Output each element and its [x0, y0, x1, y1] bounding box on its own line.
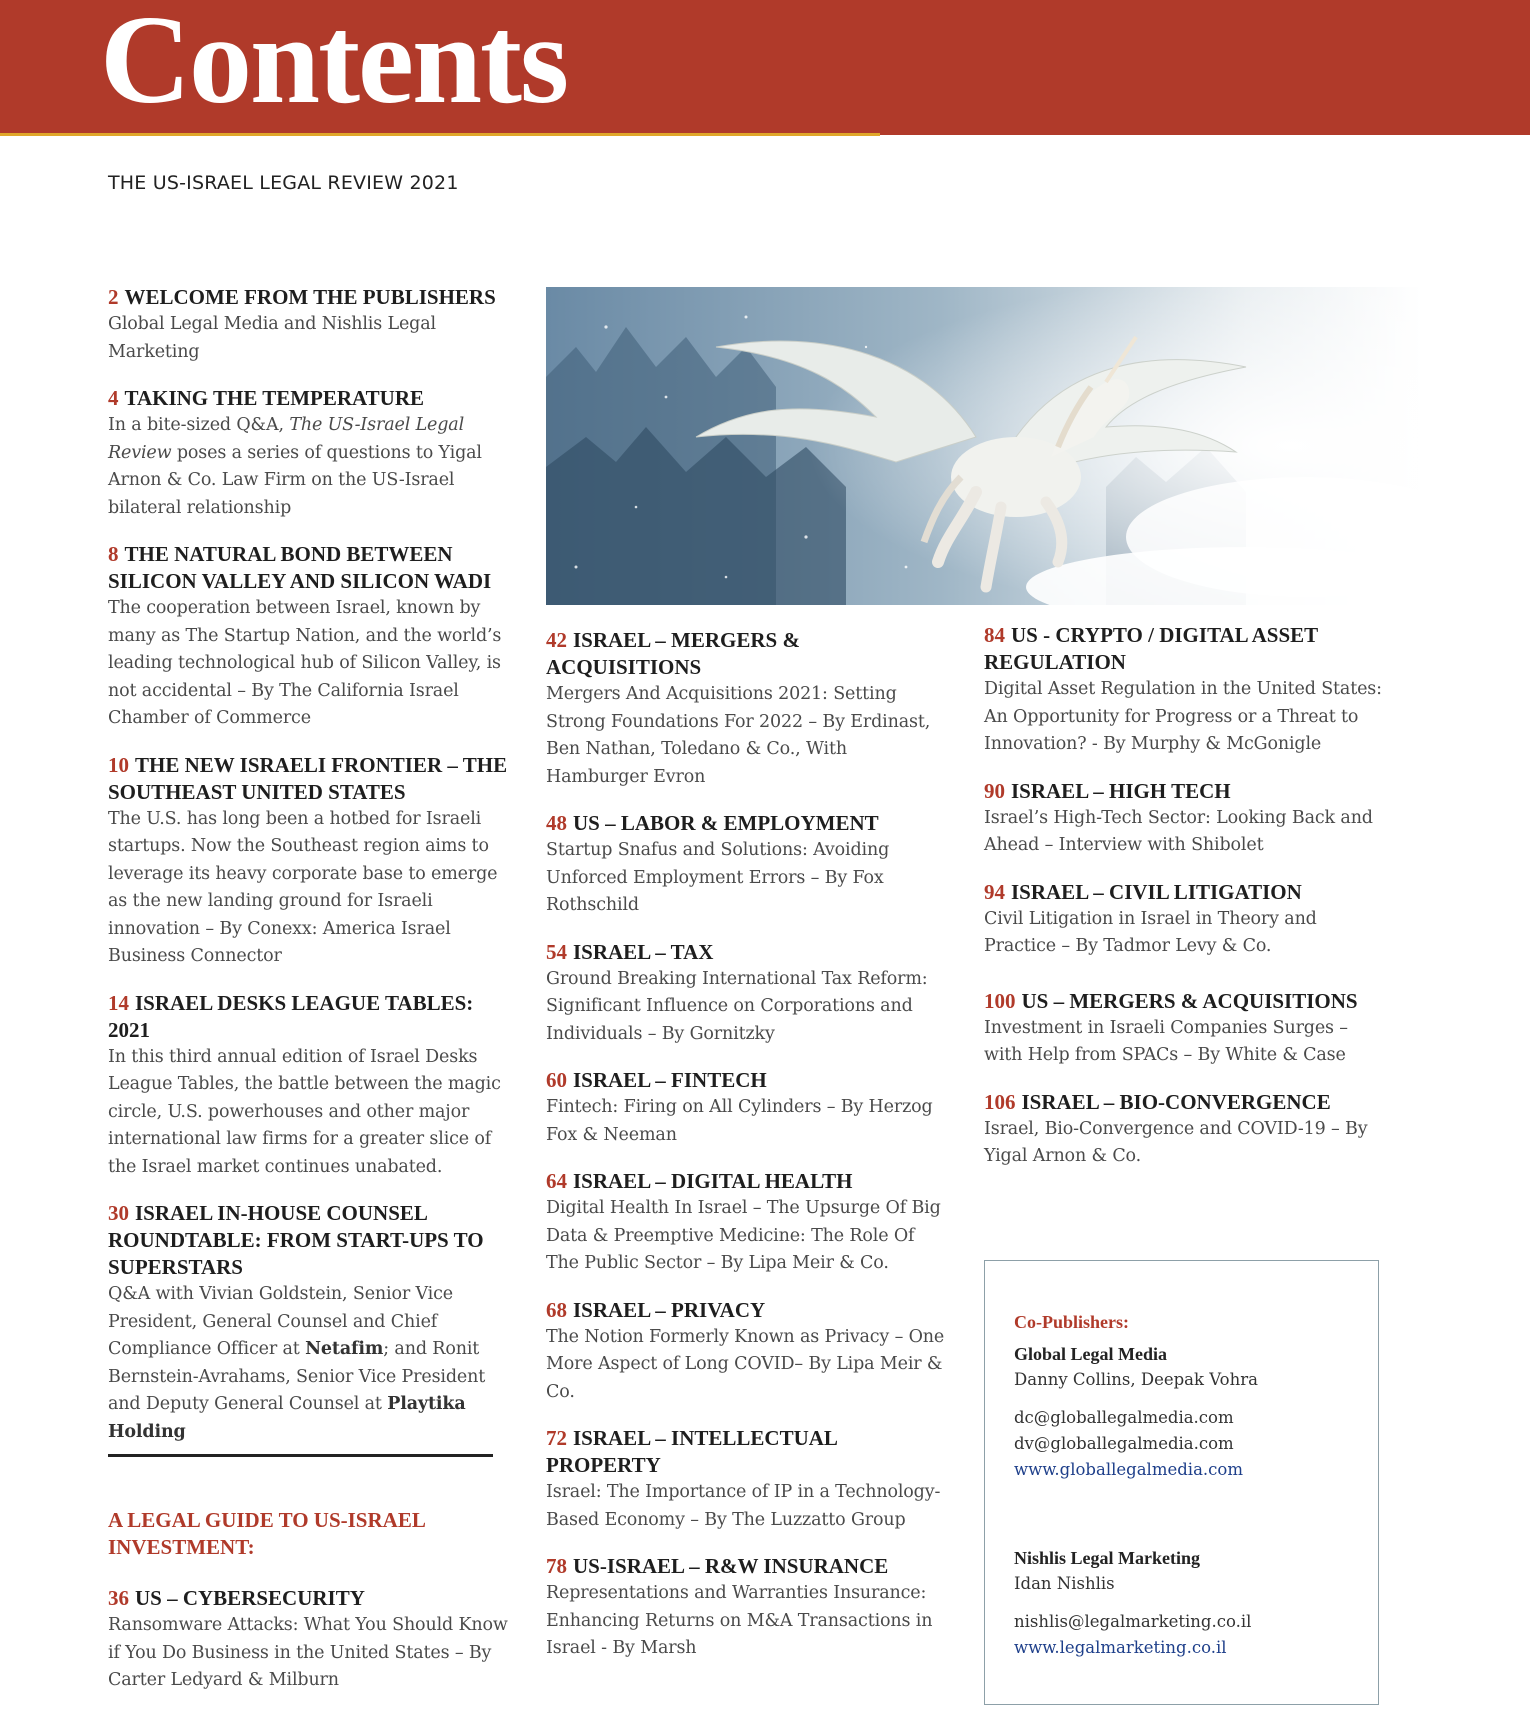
toc-entry-description: The cooperation between Israel, known by many as The Startup Nation, and the world’s leading technological hub of Silicon Valley, is not accidental – By The California Israel Chamber of Commerce — [108, 598, 502, 728]
toc-entry-title: ISRAEL DESKS LEAGUE TABLES: 2021 — [108, 990, 474, 1042]
toc-entry-description: Startup Snafus and Solutions: Avoiding Unforced Employment Errors – By Fox Rothschild — [546, 840, 890, 915]
toc-entry-description: Fintech: Firing on All Cylinders – By Herzog Fox & Neeman — [546, 1097, 933, 1145]
page-number: 36 — [108, 1586, 129, 1610]
toc-entry-description: Israel’s High-Tech Sector: Looking Back and Ahead – Interview with Shibolet — [984, 807, 1373, 855]
toc-entry[interactable] — [546, 1168, 946, 1278]
toc-entry-title: ISRAEL – HIGH TECH — [1011, 778, 1231, 803]
page-number: 60 — [546, 1068, 567, 1092]
toc-entry-heading — [108, 385, 508, 412]
toc-entry-title: ISRAEL – CIVIL LITIGATION — [1011, 879, 1302, 904]
toc-entry-title: ISRAEL – TAX — [573, 939, 714, 964]
guide-section-heading: A LEGAL GUIDE TO US-ISRAEL INVESTMENT: — [108, 1508, 425, 1559]
toc-entry-heading — [984, 778, 1384, 805]
toc-entry[interactable] — [546, 1297, 946, 1407]
toc-entry[interactable] — [984, 1089, 1384, 1171]
toc-entry[interactable] — [984, 988, 1384, 1070]
toc-entry[interactable] — [546, 1425, 946, 1534]
page-number: 48 — [546, 811, 567, 835]
publisher-contacts: Danny Collins, Deepak Vohra — [1014, 1370, 1258, 1389]
toc-entry-title: THE NEW ISRAELI FRONTIER – THE SOUTHEAST UNITED STATES — [108, 752, 508, 804]
page-number: 4 — [108, 386, 119, 410]
toc-entry[interactable] — [108, 541, 508, 733]
page-number: 14 — [108, 990, 129, 1015]
toc-entry-description: Digital Health In Israel – The Upsurge Of Big Data & Preemptive Medicine: The Role Of The Public Sector – By Lipa Meir & Co. — [546, 1198, 941, 1273]
co-publishers-label: Co-Publishers: — [1014, 1312, 1130, 1332]
toc-entry-heading — [984, 879, 1384, 906]
spacer — [1014, 1483, 1349, 1545]
toc-entry-heading — [108, 1585, 508, 1612]
header-banner — [0, 0, 1530, 135]
toc-entry[interactable] — [108, 752, 508, 971]
toc-entry-heading — [546, 810, 946, 837]
toc-entry[interactable] — [108, 385, 508, 522]
publisher-contacts: Idan Nishlis — [1014, 1574, 1115, 1593]
company-name: Playtika Holding — [108, 1394, 466, 1442]
toc-entry[interactable] — [984, 879, 1384, 961]
toc-entry-title: ISRAEL – MERGERS & ACQUISITIONS — [546, 628, 800, 679]
toc-entry[interactable] — [984, 778, 1384, 860]
winged-unicorn-image — [546, 287, 1422, 605]
email-link[interactable]: dc@globallegalmedia.com — [1014, 1408, 1234, 1427]
page-number: 54 — [546, 939, 567, 964]
page-number: 78 — [546, 1554, 567, 1578]
contents-column-3 — [984, 622, 1384, 1190]
toc-entry-title: TAKING THE TEMPERATURE — [124, 386, 424, 410]
section-divider — [108, 1454, 493, 1457]
toc-entry-heading — [108, 990, 508, 1044]
toc-entry-heading — [546, 939, 946, 966]
toc-entry-description: The Notion Formerly Known as Privacy – One More Aspect of Long COVID– By Lipa Meir & Co. — [546, 1326, 945, 1402]
toc-entry[interactable] — [108, 990, 508, 1182]
page-number: 106 — [984, 1089, 1016, 1114]
website-link[interactable]: www.legalmarketing.co.il — [1014, 1638, 1227, 1657]
toc-entry-title: ISRAEL – FINTECH — [573, 1068, 767, 1092]
toc-entry-description: Mergers And Acquisitions 2021: Setting Strong Foundations For 2022 – By Erdinast, Ben Nathan, Toledano & Co., With Hamburger Evron — [546, 684, 931, 787]
toc-entry-title: WELCOME FROM THE PUBLISHERS — [124, 285, 496, 309]
banner-underline — [0, 133, 880, 136]
toc-entry-description: Digital Asset Regulation in the United States: An Opportunity for Progress or a Threat to Innovation? - By Murphy & McGonigle — [984, 679, 1382, 754]
contents-column-1 — [108, 284, 508, 1714]
publication-subtitle: THE US-ISRAEL LEGAL REVIEW 2021 — [108, 172, 459, 194]
email-link[interactable]: nishlis@legalmarketing.co.il — [1014, 1612, 1252, 1631]
toc-entry-description — [108, 412, 508, 522]
toc-entry-heading — [546, 1297, 946, 1324]
toc-entry-title: ISRAEL IN-HOUSE COUNSEL ROUNDTABLE: FROM START-UPS TO SUPERSTARS — [108, 1201, 484, 1279]
toc-entry-description — [108, 1281, 508, 1446]
toc-entry-heading — [546, 627, 946, 681]
toc-entry-title: ISRAEL – INTELLECTUAL PROPERTY — [546, 1426, 837, 1477]
toc-entry-heading — [984, 1089, 1384, 1116]
toc-entry-description: Israel, Bio-Convergence and COVID-19 – By Yigal Arnon & Co. — [984, 1118, 1368, 1166]
email-link[interactable]: dv@globallegalmedia.com — [1014, 1434, 1234, 1453]
page-number: 68 — [546, 1297, 567, 1322]
page-number: 72 — [546, 1426, 567, 1450]
publisher-name: Global Legal Media — [1014, 1344, 1167, 1364]
spacer — [1014, 1597, 1349, 1609]
company-name: Netafim — [305, 1339, 384, 1359]
toc-entry-description: Civil Litigation in Israel in Theory and Practice – By Tadmor Levy & Co. — [984, 908, 1317, 956]
page-title: Contents — [100, 0, 568, 130]
page-number: 2 — [108, 285, 119, 309]
toc-entry-description: Ground Breaking International Tax Reform: Significant Influence on Corporations and Individuals – By Gornitzky — [546, 968, 928, 1044]
desc-text: poses a series of questions to Yigal Arnon & Co. Law Firm on the US-Israel bilateral relationship — [108, 442, 482, 518]
toc-entry-heading — [546, 1168, 946, 1195]
contents-column-2 — [546, 627, 946, 1682]
toc-entry-heading — [984, 988, 1384, 1015]
toc-entry-heading — [546, 1067, 946, 1094]
toc-entry-description: The U.S. has long been a hotbed for Israeli startups. Now the Southeast region aims to leverage its heavy corporate base to emerge as the new landing ground for Israeli innovation – By Conexx: America Israel Business Connector — [108, 808, 498, 966]
desc-text: ; and Ronit Bernstein-Avrahams, Senior Vice President and Deputy General Counsel at — [108, 1339, 486, 1414]
toc-entry-heading — [108, 541, 508, 595]
publication-name: The US-Israel Legal Review — [108, 415, 465, 463]
toc-entry-heading — [984, 622, 1384, 676]
toc-entry[interactable] — [546, 627, 946, 791]
toc-entry[interactable] — [984, 622, 1384, 759]
toc-entry-description: Ransomware Attacks: What You Should Know if You Do Business in the United States – By Carter Ledyard & Milburn — [108, 1615, 508, 1690]
toc-entry[interactable] — [546, 810, 946, 920]
toc-entry[interactable] — [108, 1200, 508, 1446]
toc-entry[interactable] — [546, 1067, 946, 1149]
page-number: 94 — [984, 879, 1005, 904]
toc-entry-description: Investment in Israeli Companies Surges – with Help from SPACs – By White & Case — [984, 1017, 1348, 1065]
toc-entry-title: US-ISRAEL – R&W INSURANCE — [573, 1554, 889, 1578]
toc-entry-description: Global Legal Media and Nishlis Legal Marketing — [108, 314, 436, 362]
toc-entry-title: ISRAEL – DIGITAL HEALTH — [573, 1169, 853, 1193]
page-number: 84 — [984, 623, 1005, 647]
desc-text: Q&A with Vivian Goldstein, Senior Vice President, General Counsel and Chief Compliance Officer at — [108, 1284, 453, 1359]
toc-entry-heading — [108, 1200, 508, 1281]
co-publishers-box — [984, 1260, 1379, 1705]
toc-entry-description: Representations and Warranties Insurance: Enhancing Returns on M&A Transactions in Israel - By Marsh — [546, 1583, 933, 1658]
toc-entry-heading — [546, 1425, 946, 1479]
website-link[interactable]: www.globallegalmedia.com — [1014, 1460, 1243, 1479]
toc-entry-title: ISRAEL – BIO-CONVERGENCE — [1021, 1089, 1331, 1114]
toc-entry-title: US – MERGERS & ACQUISITIONS — [1021, 988, 1358, 1013]
toc-entry[interactable] — [108, 1585, 508, 1695]
page-number: 90 — [984, 778, 1005, 803]
toc-entry-title: US – LABOR & EMPLOYMENT — [573, 811, 879, 835]
toc-entry-description: Israel: The Importance of IP in a Technology-Based Economy – By The Luzzatto Group — [546, 1482, 941, 1530]
toc-entry-title: US - CRYPTO / DIGITAL ASSET REGULATION — [984, 623, 1318, 674]
toc-entry-title: US – CYBERSECURITY — [135, 1586, 365, 1610]
toc-entry-heading — [108, 752, 508, 806]
toc-entry[interactable] — [546, 939, 946, 1049]
toc-entry[interactable] — [546, 1553, 946, 1663]
page-number: 10 — [108, 752, 129, 777]
toc-entry-description: In this third annual edition of Israel Desks League Tables, the battle between the magic circle, U.S. powerhouses and other major international law firms for a greater slice of the Israel market continues unabated. — [108, 1046, 501, 1177]
page-number: 30 — [108, 1201, 129, 1225]
spacer — [1014, 1393, 1349, 1405]
toc-entry[interactable] — [108, 284, 508, 366]
publisher-name: Nishlis Legal Marketing — [1014, 1548, 1201, 1568]
toc-entry-title: ISRAEL – PRIVACY — [573, 1297, 766, 1322]
desc-text: In a bite-sized Q&A, — [108, 415, 290, 435]
toc-entry-title: THE NATURAL BOND BETWEEN SILICON VALLEY AND SILICON WADI — [108, 542, 492, 593]
page-number: 8 — [108, 542, 119, 566]
page-number: 64 — [546, 1169, 567, 1193]
toc-entry-heading — [108, 284, 508, 311]
page-number: 100 — [984, 988, 1016, 1013]
toc-entry-heading — [546, 1553, 946, 1580]
page-number: 42 — [546, 628, 567, 652]
